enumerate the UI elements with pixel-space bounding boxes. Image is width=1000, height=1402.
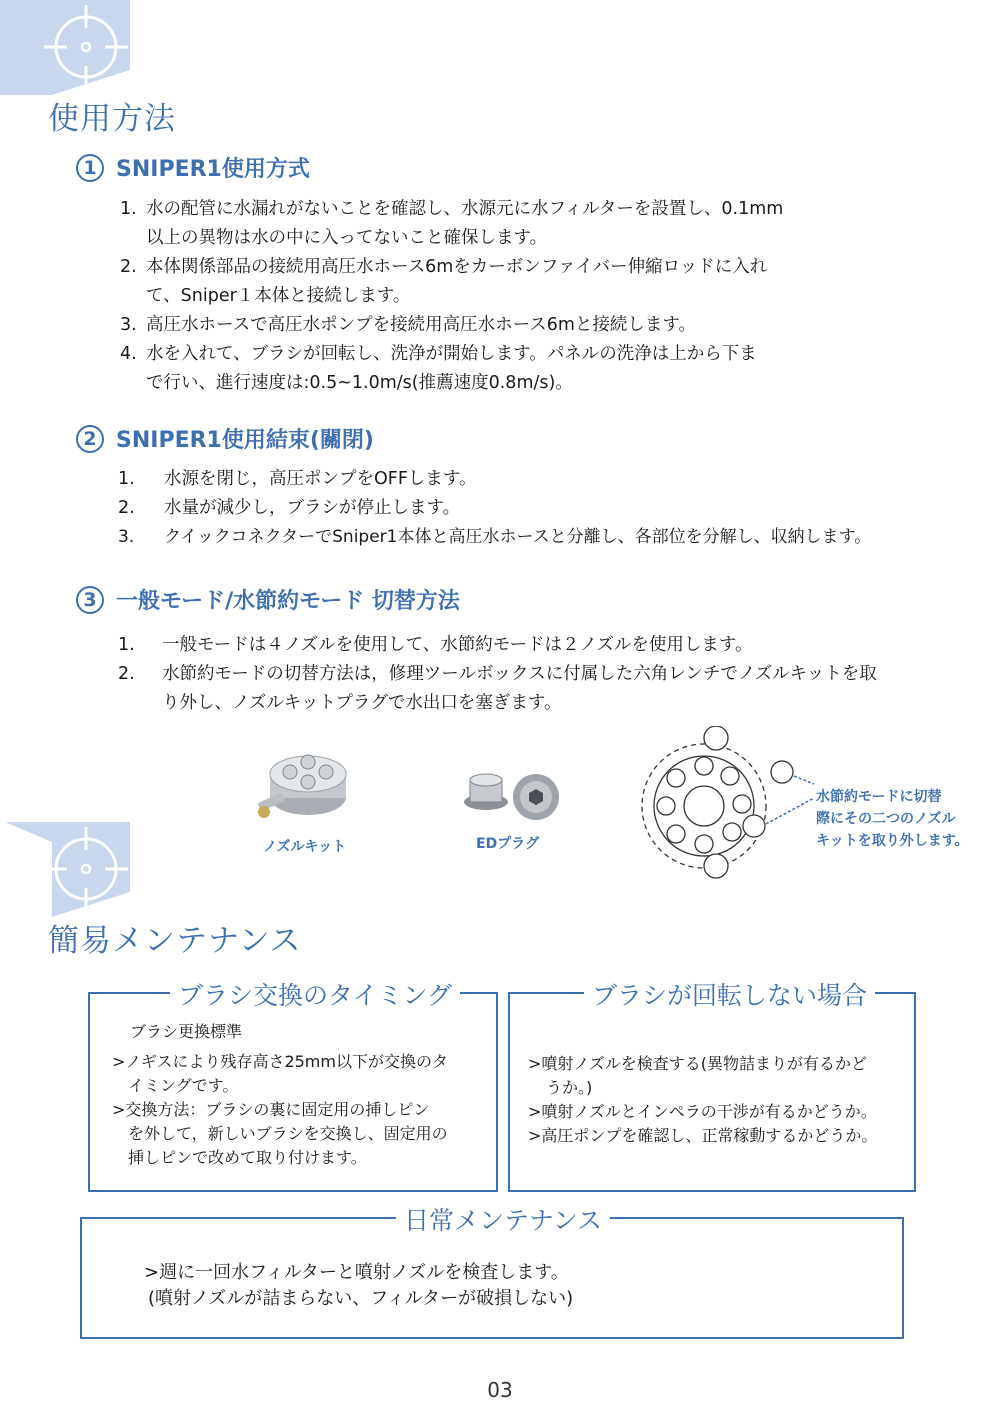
circled-number-2: 2 xyxy=(76,425,104,453)
page-number: 03 xyxy=(487,1378,513,1402)
list-item: 2. 水量が減少し，ブラシが停止します。 xyxy=(118,498,461,518)
list-item: 3. 高圧水ホースで高圧水ポンプを接続用高圧水ホース6mと接続します。 xyxy=(120,315,697,335)
nozzle-kit-caption: ノズルキット xyxy=(263,839,347,855)
list-item: り外し、ノズルキットプラグで水出口を塞ぎます。 xyxy=(162,693,562,713)
crosshair-icon xyxy=(0,0,135,95)
section-title-maintenance: 簡易メンテナンス xyxy=(48,923,302,959)
subheading-3-title: 一般モード/水節約モード 切替方法 xyxy=(116,589,460,614)
daily-maintenance-title: 日常メンテナンス xyxy=(396,1201,610,1237)
list-item: 2. 水節約モードの切替方法は，修理ツールボックスに付属した六角レンチでノズルキットを取 xyxy=(118,664,877,684)
daily-maintenance-text: >週に一回水フィルターと噴射ノズルを検査します。 (噴射ノズルが詰まらない、フィルターが破損しない) xyxy=(144,1262,574,1309)
list-item: 3. クイックコネクターでSniper1本体と高圧水ホースと分離し、各部位を分解し、収納します。 xyxy=(118,527,872,547)
ed-plug-caption: EDプラグ xyxy=(476,836,540,852)
crosshair-icon xyxy=(0,822,135,917)
list-item: で行い、進行速度は:0.5~1.0m/s(推薦速度0.8m/s)。 xyxy=(146,373,573,393)
subheading-1 xyxy=(76,152,310,183)
brush-disc-diagram xyxy=(636,726,816,884)
list-item: 4. 水を入れて、ブラシが回転し、洗浄が開始します。パネルの洗浄は上から下ま xyxy=(120,344,757,364)
list-item: 1. 水源を閉じ，高圧ポンプをOFFします。 xyxy=(118,469,477,489)
list-item: 1. 水の配管に水漏れがないことを確認し、水源元に水フィルターを設置し、0.1mm xyxy=(120,199,784,219)
brush-not-rotating-title: ブラシが回転しない場合 xyxy=(584,976,875,1012)
circled-number-1: 1 xyxy=(76,154,104,182)
nozzle-kit-image xyxy=(250,742,350,827)
brush-replacement-title: ブラシ交換のタイミング xyxy=(170,976,460,1012)
list-item: 1. 一般モードは４ノズルを使用して、水節約モードは２ノズルを使用します。 xyxy=(118,635,753,655)
nozzle-removal-note: 水節約モードに切替 際にその二つのノズル キットを取り外します。 xyxy=(816,789,969,849)
subheading-2 xyxy=(76,423,374,454)
section-title-usage: 使用方法 xyxy=(48,101,176,137)
list-item: 以上の異物は水の中に入ってないこと確保します。 xyxy=(146,228,548,248)
brush-replacement-text: ブラシ更換標準 >ノギスにより残存高さ25mm以下が交換のタ イミングです。 >交換方法：ブラシの裏に固定用の挿しピン を外して，新しいブラシを交換し、固定用の 挿しピンで改めて取り付けます。 xyxy=(112,1022,448,1167)
brush-not-rotating-text: >噴射ノズルを検査する(異物詰まりが有るかど うか。) >噴射ノズルとインペラの干渉が有るかどうか。 >高圧ポンプを確認し、正常稼動するかどうか。 xyxy=(528,1054,878,1145)
circled-number-3: 3 xyxy=(76,586,104,614)
subheading-3 xyxy=(76,584,460,615)
subheading-1-title: SNIPER1使用方式 xyxy=(116,157,310,182)
ed-plug-image xyxy=(460,770,560,825)
subheading-2-title: SNIPER1使用結束(關閉) xyxy=(116,428,374,453)
list-item: 2. 本体関係部品の接続用高圧水ホース6mをカーボンファイバー伸縮ロッドに入れ xyxy=(120,257,768,277)
list-item: て、Sniper１本体と接続します。 xyxy=(146,286,411,306)
